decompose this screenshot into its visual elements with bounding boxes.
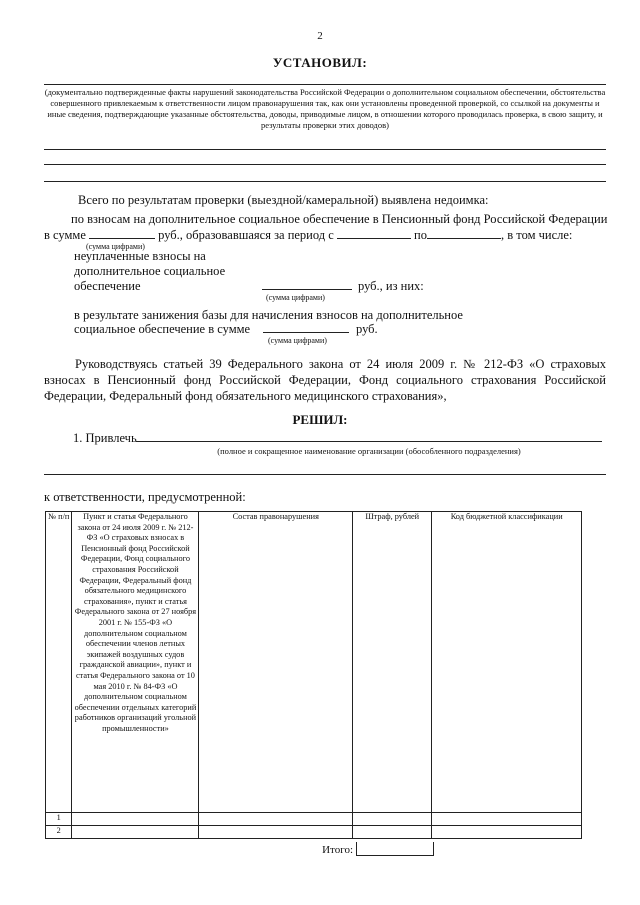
bring-label: 1. Привлечь bbox=[73, 431, 137, 445]
header-offense: Состав правонарушения bbox=[199, 512, 353, 813]
fine-cell[interactable] bbox=[353, 813, 432, 826]
contrib-to: по bbox=[414, 228, 427, 242]
contrib-line2 bbox=[44, 228, 572, 243]
contrib-including: , в том числе: bbox=[501, 228, 573, 242]
blank-line bbox=[44, 474, 606, 475]
header-fine: Штраф, рублей bbox=[353, 512, 432, 813]
article-cell[interactable] bbox=[72, 813, 199, 826]
unpaid-line1: неуплаченные взносы на bbox=[74, 249, 206, 263]
header-article: Пункт и статья Федерального закона от 24 июля 2009 г. № 212-ФЗ «О страховых взносах в Пенсионный фонд Российской Федерации, Фонд социального страхования Российской Федерации, Федеральный фонд обязательного медицинского страхования», пункт и статья Федерального закона от 27 ноября 2001 г. № 155-ФЗ «О дополнительном социальном обеспечении членов летных экипажей воздушных судов гражданской авиации», пункт и статья Федерального закона от 10 мая 2010 г. № 84-ФЗ «О дополнительном социальном обеспечении отдельных категорий работников организаций угольной промышленности» bbox=[72, 512, 199, 813]
fine-cell[interactable] bbox=[353, 826, 432, 839]
table-row bbox=[46, 826, 582, 839]
sum-hint: (сумма цифрами) bbox=[268, 336, 327, 345]
row-num: 2 bbox=[46, 826, 72, 839]
established-hint: (документально подтвержденные факты нарушений законодательства Российской Федерации о дополнительном социальном обеспечении, обстоятельства совершенного привлекаемым к ответственности лицом правонарушения так, как они установлены проведенной проверкой, со ссылкой на документы и иные сведения, подтверждающие указанные обстоятельства, доводы, приводимые лицом, в отношении которого проводилась проверка, в свою защиту, и результаты проверки этих доводов) bbox=[44, 87, 606, 130]
understated-line1: в результате занижения базы для начисления взносов на дополнительное bbox=[74, 308, 463, 322]
heading-decided: РЕШИЛ: bbox=[292, 412, 348, 427]
total-fine-cell[interactable] bbox=[356, 842, 434, 856]
page-number: 2 bbox=[317, 30, 323, 42]
liability-text: к ответственности, предусмотренной: bbox=[44, 490, 246, 504]
contrib-rub-period: руб., образовавшаяся за период с bbox=[158, 228, 334, 242]
header-kbk: Код бюджетной классификации bbox=[432, 512, 582, 813]
unpaid-rub-of-them: руб., из них: bbox=[358, 279, 424, 293]
unpaid-line2: дополнительное социальное bbox=[74, 264, 226, 278]
row-num: 1 bbox=[46, 813, 72, 826]
divider-line bbox=[44, 84, 606, 85]
total-label: Итого: bbox=[322, 844, 353, 856]
kbk-cell[interactable] bbox=[432, 813, 582, 826]
blank-line bbox=[44, 181, 606, 182]
header-num: № п/п bbox=[46, 512, 72, 813]
arrears-intro: Всего по результатам проверки (выездной/камеральной) выявлена недоимка: bbox=[78, 193, 489, 207]
article-cell[interactable] bbox=[72, 826, 199, 839]
total-row bbox=[45, 844, 582, 856]
sum-field[interactable] bbox=[89, 228, 155, 239]
period-from-field[interactable] bbox=[337, 228, 411, 239]
offense-cell[interactable] bbox=[199, 826, 353, 839]
table-header-row bbox=[46, 512, 582, 813]
liability-table bbox=[45, 511, 582, 839]
offense-cell[interactable] bbox=[199, 813, 353, 826]
contrib-line1: по взносам на дополнительное социальное обеспечение в Пенсионный фонд Российской Федерации bbox=[71, 212, 608, 226]
sum-hint: (сумма цифрами) bbox=[266, 293, 325, 302]
understated-sum-field[interactable] bbox=[263, 322, 349, 333]
blank-line bbox=[44, 149, 606, 150]
kbk-cell[interactable] bbox=[432, 826, 582, 839]
blank-line bbox=[44, 164, 606, 165]
org-name-field[interactable] bbox=[136, 431, 602, 442]
unpaid-line3: обеспечение bbox=[74, 279, 141, 293]
unpaid-sum-field[interactable] bbox=[262, 279, 352, 290]
heading-established: УСТАНОВИЛ: bbox=[272, 55, 368, 70]
org-name-hint: (полное и сокращенное наименование организации (обособленного подразделения) bbox=[217, 446, 521, 456]
period-to-field[interactable] bbox=[427, 228, 501, 239]
contrib-in-sum: в сумме bbox=[44, 228, 86, 242]
rub-label: руб. bbox=[356, 322, 378, 336]
guided-paragraph: Руководствуясь статьей 39 Федерального закона от 24 июля 2009 г. № 212-ФЗ «О страховых взносах в Пенсионный фонд Российской Федерации, Фонд социального страхования Российской Федерации, Федеральный фонд обязательного медицинского страхования», bbox=[44, 357, 606, 403]
understated-line2: социальное обеспечение в сумме bbox=[74, 322, 251, 336]
table-row bbox=[46, 813, 582, 826]
sum-hint: (сумма цифрами) bbox=[86, 242, 145, 251]
